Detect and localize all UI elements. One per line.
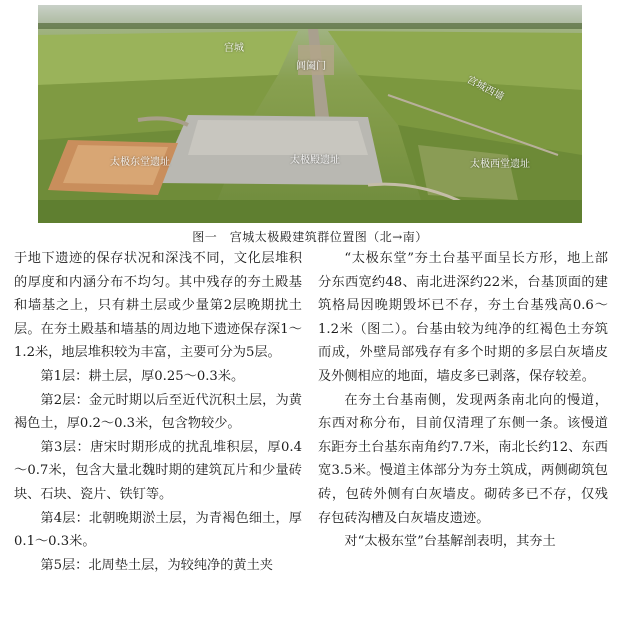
label-taiji-dian: 太极殿遗址 — [290, 155, 340, 166]
right-column — [318, 247, 608, 554]
aerial-photo-drawing — [38, 5, 582, 223]
right-paragraph-1: “太极东堂”夯土台基平面呈长方形，地上部分东西宽约48、南北进深约22米，台基顶面的建筑格局因晚期毁坏已不存，夯土台基残高0.6～1.2米（图二）。台基由较为纯净的红褐色土夯筑而成，外壁局部残存有多个时期的多层白灰墙皮及外侧相应的地面，墙皮多已剥落，保存较差。 — [318, 251, 608, 384]
figure-caption: 图一 宫城太极殿建筑群位置图（北→南） — [192, 230, 428, 244]
label-top-mid: 阊阖门 — [296, 61, 326, 72]
left-paragraph-3: 第2层：金元时期以后至近代沉积土层，为黄褐色土，厚0.2～0.3米，包含物较少。 — [14, 392, 302, 432]
left-paragraph-4: 第3层：唐宋时期形成的扰乱堆积层，厚0.4～0.7米，包含大量北魏时期的建筑瓦片和少量砖块、石块、瓷片、铁钉等。 — [14, 439, 302, 502]
right-paragraph-2: 在夯土台基南侧，发现两条南北向的慢道，东西对称分布，目前仅清理了东侧一条。该慢道东距夯土台基东南角约7.7米，南北长约12、东西宽3.5米。慢道主体部分为夯土筑成，两侧砌筑包砖，包砖外侧有白灰墙皮。砌砖多已不存，仅残存包砖沟槽及白灰墙皮遗迹。 — [318, 392, 608, 526]
left-paragraph-1: 于地下遗迹的保存状况和深浅不同，文化层堆积的厚度和内涵分布不均匀。其中残存的夯土殿基和墙基之上，只有耕土层或少量第2层晚期扰土层。在夯土殿基和墙基的周边地下遗迹保存深1～1.2米，地层堆积较为丰富，主要可分为5层。 — [14, 251, 302, 361]
label-taiji-dongtang: 太极东堂遗址 — [110, 157, 170, 168]
label-top-left: 宫城 — [224, 43, 244, 54]
label-taiji-xitang: 太极西堂遗址 — [470, 159, 530, 170]
left-paragraph-2: 第1层：耕土层，厚0.25～0.3米。 — [40, 368, 245, 384]
right-paragraph-3: 对“太极东堂”台基解剖表明，其夯土 — [344, 534, 556, 550]
left-column — [14, 247, 302, 577]
left-paragraph-6: 第5层：北周垫土层，为较纯净的黄土夹 — [40, 557, 273, 573]
left-paragraph-5: 第4层：北朝晚期淤土层，为青褐色细土，厚0.1～0.3米。 — [14, 510, 302, 550]
label-gongcheng-xiqiang: 宫城西墙 — [464, 74, 506, 104]
aerial-photo — [38, 5, 582, 223]
